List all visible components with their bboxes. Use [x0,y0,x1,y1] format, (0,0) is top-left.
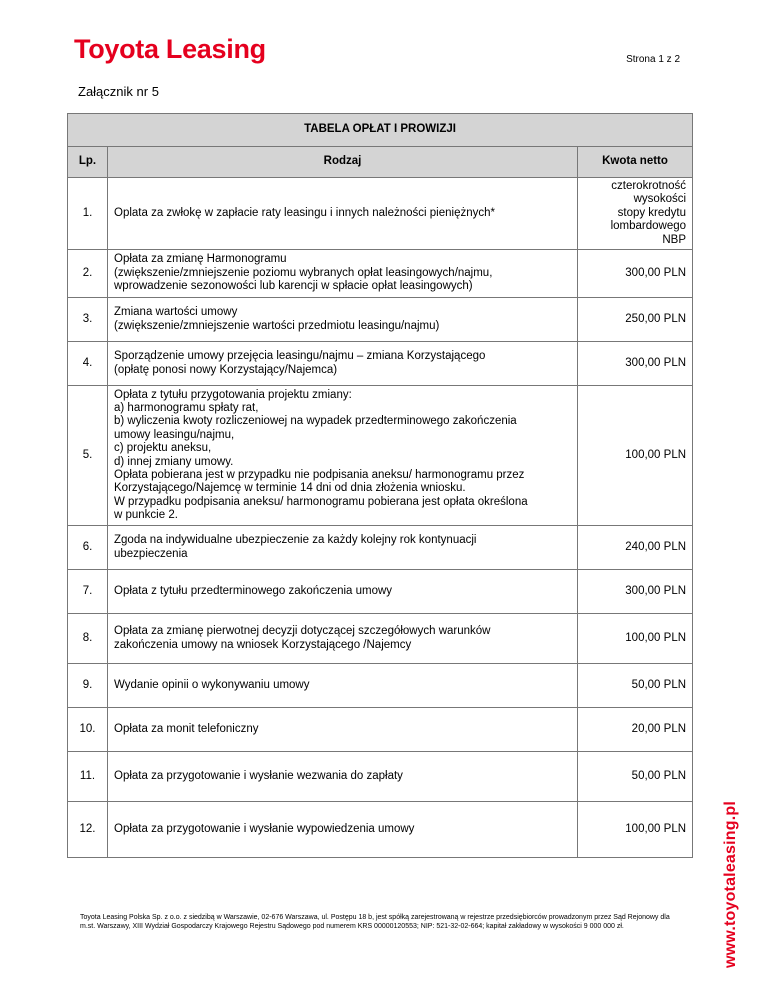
table-row [68,708,693,752]
row-number: 6. [68,526,108,570]
row-number: 3. [68,298,108,342]
row-description: Wydanie opinii o wykonywaniu umowy [108,664,578,708]
row-number: 4. [68,342,108,386]
row-description: Opłata z tytułu przedterminowego zakończenia umowy [108,570,578,614]
toyota-leasing-logo: Toyota Leasing [74,34,266,64]
table-row [68,298,693,342]
table-row [68,570,693,614]
side-website-url: www.toyotaleasing.pl [722,801,739,968]
table-row [68,386,693,526]
table-row [68,802,693,858]
row-description: Oplata za zwłokę w zapłacie raty leasingu i innych należności pieniężnych* [108,178,578,250]
table-title: TABELA OPŁAT I PROWIZJI [68,114,693,147]
row-amount: 300,00 PLN [578,570,693,614]
table-row [68,178,693,250]
company-footer: Toyota Leasing Polska Sp. z o.o. z siedzibą w Warszawie, 02-676 Warszawa, ul. Postępu 18 b, jest spółką zarejestrowaną w rejestrze przedsiębiorców prowadzonym przez Sąd Rejonowy dla m.st. Warszawy, XIII Wydział Gospodarczy Krajowego Rejestru Sądowego pod numerem KRS 00000120553; NIP: 521-32-02-664; kapitał zakładowy w wysokości 9 000 000 zł. [80,914,670,930]
fees-table [67,113,693,858]
row-description: Opłata za przygotowanie i wysłanie wypowiedzenia umowy [108,802,578,858]
row-amount: 100,00 PLN [578,802,693,858]
table-row [68,526,693,570]
row-description: Zmiana wartości umowy (zwiększenie/zmniejszenie wartości przedmiotu leasingu/najmu) [108,298,578,342]
column-header-rodzaj: Rodzaj [108,147,578,178]
row-amount: 300,00 PLN [578,342,693,386]
row-amount: 20,00 PLN [578,708,693,752]
row-number: 8. [68,614,108,664]
row-number: 11. [68,752,108,802]
column-header-kwota: Kwota netto [578,147,693,178]
row-description: Opłata za zmianę pierwotnej decyzji dotyczącej szczegółowych warunków zakończenia umowy na wniosek Korzystającego /Najemcy [108,614,578,664]
row-amount: 100,00 PLN [578,614,693,664]
annex-label: Załącznik nr 5 [78,84,159,99]
table-row [68,614,693,664]
row-number: 10. [68,708,108,752]
row-number: 12. [68,802,108,858]
row-description: Opłata z tytułu przygotowania projektu zmiany: a) harmonogramu spłaty rat, b) wyliczenia kwoty rozliczeniowej na wypadek przedterminowego zakończenia umowy leasingu/najmu, c) projektu aneksu, d) innej zmiany umowy. Opłata pobierana jest w przypadku nie podpisania aneksu/ harmonogramu przez Korzystającego/Najemcę w terminie 14 dni od dnia złożenia wniosku. W przypadku podpisania aneksu/ harmonogramu pobierana jest opłata określona w punkcie 2. [108,386,578,526]
row-amount: 300,00 PLN [578,250,693,298]
row-number: 1. [68,178,108,250]
table-row [68,664,693,708]
row-description: Sporządzenie umowy przejęcia leasingu/najmu – zmiana Korzystającego (opłatę ponosi nowy Korzystający/Najemca) [108,342,578,386]
table-row [68,342,693,386]
row-amount: 50,00 PLN [578,664,693,708]
table-row [68,250,693,298]
row-amount: 100,00 PLN [578,386,693,526]
row-amount: 250,00 PLN [578,298,693,342]
row-number: 9. [68,664,108,708]
row-amount: 240,00 PLN [578,526,693,570]
page-number: Strona 1 z 2 [626,54,680,65]
row-number: 7. [68,570,108,614]
row-description: Opłata za zmianę Harmonogramu (zwiększenie/zmniejszenie poziomu wybranych opłat leasingowych/najmu, wprowadzenie sezonowości lub karencji w spłacie opłat leasingowych) [108,250,578,298]
row-description: Zgoda na indywidualne ubezpieczenie za każdy kolejny rok kontynuacji ubezpieczenia [108,526,578,570]
table-header-row [68,147,693,178]
table-row [68,752,693,802]
row-amount: 50,00 PLN [578,752,693,802]
row-number: 2. [68,250,108,298]
row-description: Opłata za przygotowanie i wysłanie wezwania do zapłaty [108,752,578,802]
row-description: Opłata za monit telefoniczny [108,708,578,752]
row-amount: czterokrotność wysokości stopy kredytu lombardowego NBP [578,178,693,250]
column-header-lp: Lp. [68,147,108,178]
row-number: 5. [68,386,108,526]
